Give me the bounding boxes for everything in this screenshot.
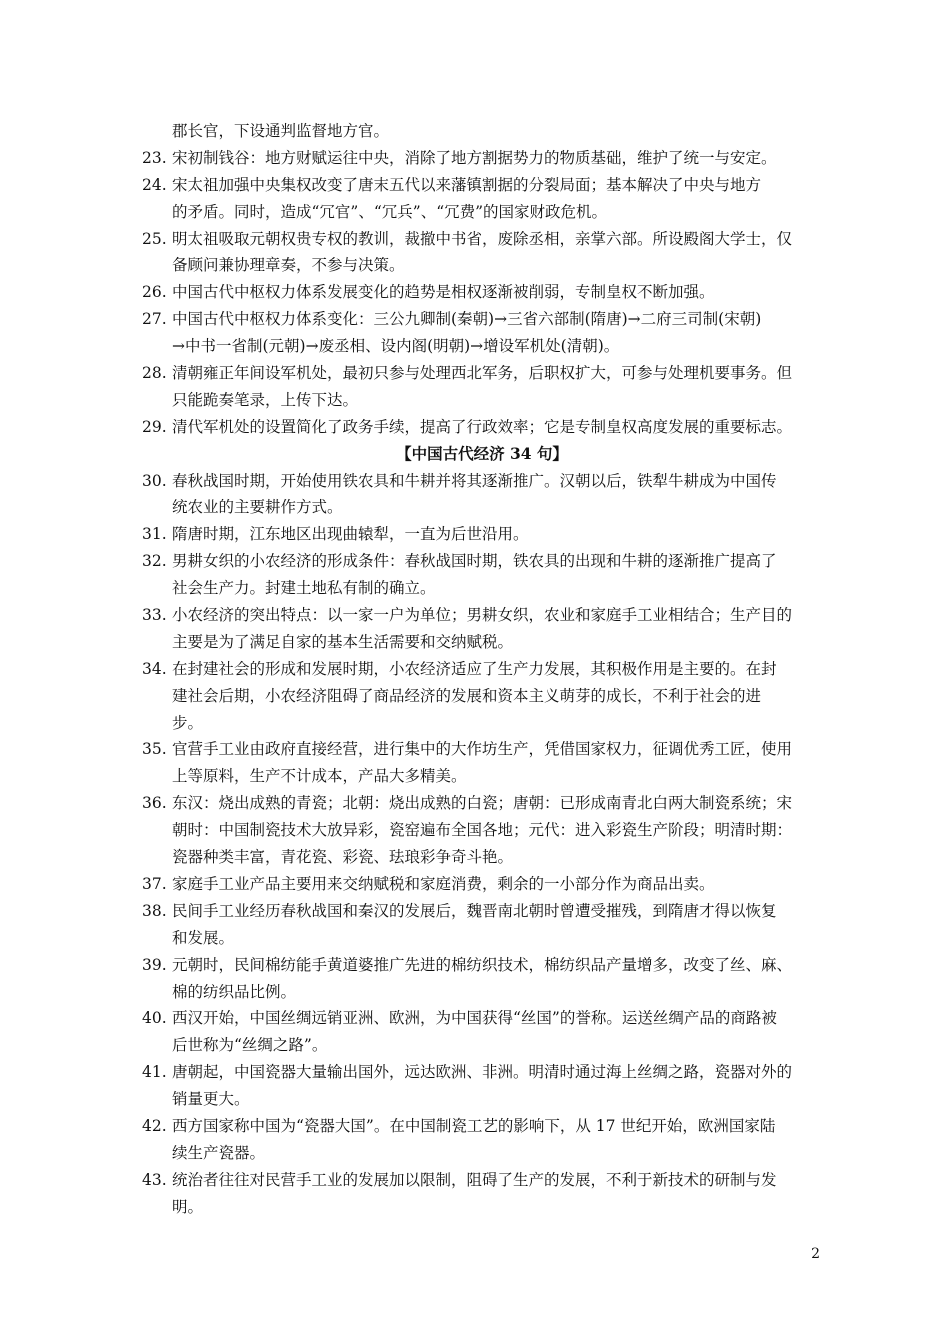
list-item <box>142 468 822 522</box>
list-item <box>142 871 822 898</box>
list-item <box>142 226 822 280</box>
item-text: 隋唐时期，江东地区出现曲辕犁，一直为后世沿用。 <box>172 525 529 544</box>
item-first-line <box>142 548 822 575</box>
item-continuation-line <box>142 763 822 790</box>
item-continuation-line <box>142 710 822 737</box>
item-number: 30. <box>142 471 167 490</box>
item-number: 32. <box>142 552 167 571</box>
item-number: 29. <box>142 417 167 436</box>
item-text: 民间手工业经历春秋战国和秦汉的发展后，魏晋南北朝时曾遭受摧残，到隋唐才得以恢复 <box>172 901 777 920</box>
list-item <box>142 656 822 737</box>
list-item <box>142 1167 822 1221</box>
item-text: 上等原料，生产不计成本，产品大多精美。 <box>172 767 467 786</box>
item-text: 元朝时，民间棉纺能手黄道婆推广先进的棉纺织技术，棉纺织品产量增多，改变了丝、麻、 <box>172 955 793 974</box>
item-continuation-line <box>142 925 822 952</box>
item-text: 中国古代中枢权力体系变化：三公九卿制(秦朝)→三省六部制(隋唐)→二府三司制(宋朝) <box>172 310 762 329</box>
page-number: 2 <box>811 1246 820 1262</box>
item-text: 宋太祖加强中央集权改变了唐末五代以来藩镇割据的分裂局面；基本解决了中央与地方 <box>172 175 762 194</box>
item-number: 33. <box>142 606 167 625</box>
item-text: 小农经济的突出特点：以一家一户为单位；男耕女织，农业和家庭手工业相结合；生产目的 <box>172 606 793 625</box>
item-continuation-line <box>142 199 822 226</box>
item-number: 24. <box>142 175 167 194</box>
item-text: 主要是为了满足自家的基本生活需要和交纳赋税。 <box>172 632 514 651</box>
item-continuation-line <box>142 629 822 656</box>
item-first-line <box>142 172 822 199</box>
item-number: 34. <box>142 659 167 678</box>
item-continuation-line <box>142 683 822 710</box>
item-number: 26. <box>142 283 167 302</box>
item-continuation-line <box>142 252 822 279</box>
list-item <box>142 414 822 441</box>
item-text: →中书一省制(元朝)→废丞相、设内阁(明朝)→增设军机处(清朝)。 <box>172 337 620 356</box>
item-number: 37. <box>142 874 167 893</box>
item-text: 续生产瓷器。 <box>172 1143 266 1162</box>
item-text: 的矛盾。同时，造成“冗官”、“冗兵”、“冗费”的国家财政危机。 <box>172 202 608 221</box>
item-continuation-line <box>142 1140 822 1167</box>
numbered-list-politics <box>142 145 822 441</box>
item-text: 清朝雍正年间设军机处，最初只参与处理西北军务，后职权扩大，可参与处理机要事务。但 <box>172 364 793 383</box>
item-text: 清代军机处的设置简化了政务手续，提高了行政效率；它是专制皇权高度发展的重要标志。 <box>172 417 793 436</box>
item-text: 春秋战国时期，开始使用铁农具和牛耕并将其逐渐推广。汉朝以后，铁犁牛耕成为中国传 <box>172 471 777 490</box>
list-item <box>142 145 822 172</box>
item-first-line <box>142 1059 822 1086</box>
item-continuation-line <box>142 333 822 360</box>
item-number: 36. <box>142 794 167 813</box>
item-first-line <box>142 468 822 495</box>
item-continuation-line <box>142 1194 822 1221</box>
item-first-line <box>142 1005 822 1032</box>
section-heading: 【中国古代经济 34 句】 <box>396 443 568 463</box>
item-text: 步。 <box>172 713 204 732</box>
item-continuation-line <box>142 575 822 602</box>
item-number: 38. <box>142 901 167 920</box>
item-text: 统农业的主要耕作方式。 <box>172 498 343 517</box>
item-text: 家庭手工业产品主要用来交纳赋税和家庭消费，剩余的一小部分作为商品出卖。 <box>172 874 715 893</box>
item-number: 23. <box>142 148 167 167</box>
item-continuation-line <box>142 1086 822 1113</box>
list-item <box>142 736 822 790</box>
item-text: 瓷器种类丰富，青花瓷、彩瓷、珐琅彩争奇斗艳。 <box>172 848 514 867</box>
continuation-line: 郡长官，下设通判监督地方官。 <box>172 122 390 140</box>
item-first-line <box>142 414 822 441</box>
list-item <box>142 1005 822 1059</box>
item-text: 只能跪奏笔录，上传下达。 <box>172 390 359 409</box>
item-number: 27. <box>142 310 167 329</box>
item-first-line <box>142 952 822 979</box>
list-item <box>142 360 822 414</box>
item-text: 明太祖吸取元朝权贵专权的教训，裁撤中书省，废除丞相，亲掌六部。所设殿阁大学士，仅 <box>172 229 793 248</box>
item-first-line <box>142 279 822 306</box>
item-continuation-line <box>142 817 822 844</box>
item-text: 中国古代中枢权力体系发展变化的趋势是相权逐渐被削弱，专制皇权不断加强。 <box>172 283 715 302</box>
item-text: 销量更大。 <box>172 1090 250 1109</box>
item-first-line <box>142 145 822 172</box>
list-item <box>142 952 822 1006</box>
item-first-line <box>142 790 822 817</box>
list-item <box>142 521 822 548</box>
item-number: 42. <box>142 1116 167 1135</box>
item-text: 后世称为“丝绸之路”。 <box>172 1036 328 1055</box>
list-item <box>142 1059 822 1113</box>
list-item <box>142 898 822 952</box>
numbered-list-economy <box>142 468 822 1221</box>
item-number: 39. <box>142 955 167 974</box>
item-first-line <box>142 656 822 683</box>
list-item <box>142 279 822 306</box>
item-first-line <box>142 1113 822 1140</box>
item-text: 宋初制钱谷：地方财赋运往中央，消除了地方割据势力的物质基础，维护了统一与安定。 <box>172 148 777 167</box>
item-number: 41. <box>142 1063 167 1082</box>
item-text: 朝时：中国制瓷技术大放异彩，瓷窑遍布全国各地；元代：进入彩瓷生产阶段；明清时期： <box>172 821 793 840</box>
item-text: 西汉开始，中国丝绸远销亚洲、欧洲，为中国获得“丝国”的誉称。运送丝绸产品的商路被 <box>172 1009 777 1028</box>
item-continuation-line <box>142 1032 822 1059</box>
item-first-line <box>142 521 822 548</box>
item-first-line <box>142 226 822 253</box>
item-text: 西方国家称中国为“瓷器大国”。在中国制瓷工艺的影响下，从 17 世纪开始，欧洲国家陆 <box>172 1116 776 1135</box>
item-continuation-line <box>142 844 822 871</box>
list-item <box>142 306 822 360</box>
item-number: 25. <box>142 229 167 248</box>
item-first-line <box>142 898 822 925</box>
item-text: 建社会后期，小农经济阻碍了商品经济的发展和资本主义萌芽的成长，不利于社会的进 <box>172 686 762 705</box>
item-number: 40. <box>142 1009 167 1028</box>
page-content <box>142 118 822 1221</box>
item-first-line <box>142 360 822 387</box>
item-first-line <box>142 306 822 333</box>
list-item <box>142 790 822 871</box>
item-first-line <box>142 871 822 898</box>
item-text: 备顾问兼协理章奏，不参与决策。 <box>172 256 405 275</box>
list-item <box>142 1113 822 1167</box>
item-text: 在封建社会的形成和发展时期，小农经济适应了生产力发展，其积极作用是主要的。在封 <box>172 659 777 678</box>
item-first-line <box>142 602 822 629</box>
item-text: 社会生产力。封建土地私有制的确立。 <box>172 579 436 598</box>
item-text: 唐朝起，中国瓷器大量输出国外，远达欧洲、非洲。明清时通过海上丝绸之路，瓷器对外的 <box>172 1063 793 1082</box>
list-item <box>142 602 822 656</box>
item-continuation-line <box>142 387 822 414</box>
item-text: 男耕女织的小农经济的形成条件：春秋战国时期，铁农具的出现和牛耕的逐渐推广提高了 <box>172 552 777 571</box>
item-text: 棉的纺织品比例。 <box>172 982 297 1001</box>
item-text: 统治者往往对民营手工业的发展加以限制，阻碍了生产的发展，不利于新技术的研制与发 <box>172 1170 777 1189</box>
item-text: 东汉：烧出成熟的青瓷；北朝：烧出成熟的白瓷；唐朝：已形成南青北白两大制瓷系统；宋 <box>172 794 793 813</box>
list-item <box>142 548 822 602</box>
item-number: 31. <box>142 525 167 544</box>
list-item <box>142 172 822 226</box>
item-number: 28. <box>142 364 167 383</box>
item-text: 明。 <box>172 1197 204 1216</box>
item-first-line <box>142 1167 822 1194</box>
item-number: 35. <box>142 740 167 759</box>
item-first-line <box>142 736 822 763</box>
item-continuation-line <box>142 494 822 521</box>
item-text: 和发展。 <box>172 928 235 947</box>
item-number: 43. <box>142 1170 167 1189</box>
item-text: 官营手工业由政府直接经营，进行集中的大作坊生产，凭借国家权力，征调优秀工匠，使用 <box>172 740 793 759</box>
item-continuation-line <box>142 979 822 1006</box>
